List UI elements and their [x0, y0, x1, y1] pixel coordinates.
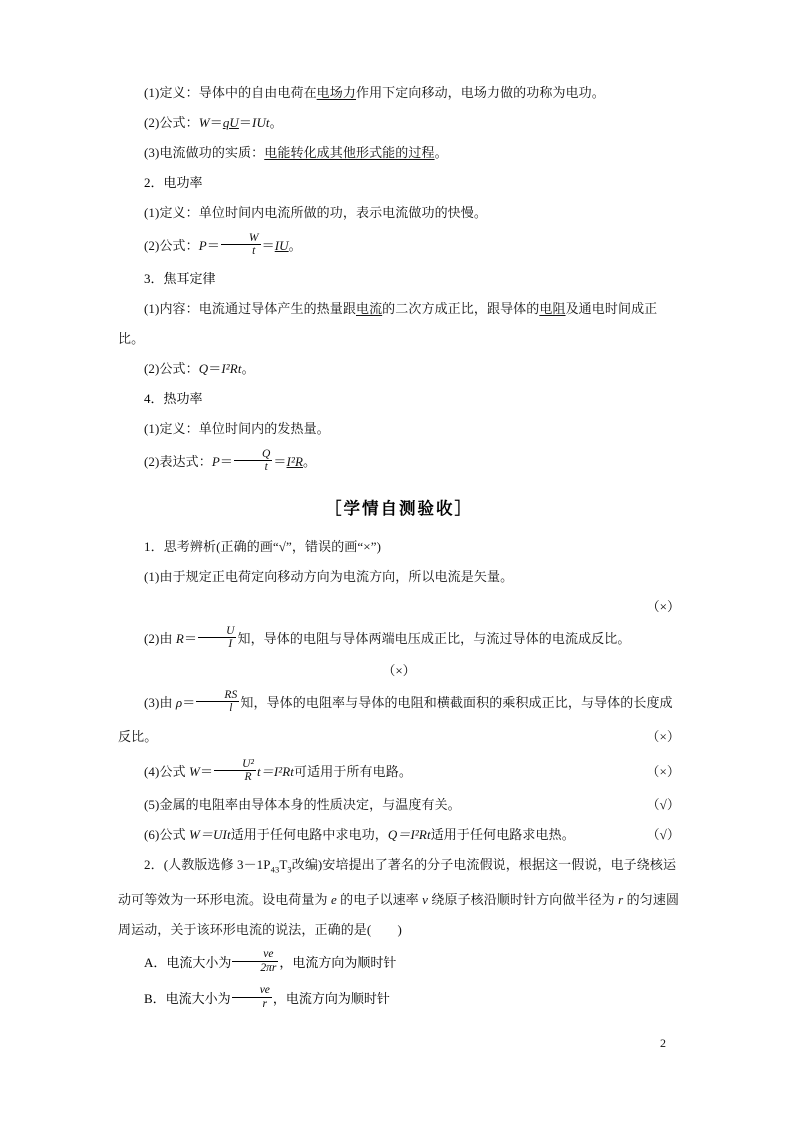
judge-item-5-answer-mark: （√）: [646, 797, 680, 812]
judge-item-6: [118, 820, 680, 850]
judge-item-6-answer-mark: （√）: [646, 827, 680, 842]
electric-work-essence: [118, 138, 680, 168]
judge-item-3-fraction: [196, 689, 239, 714]
question-2-var-r: r: [618, 891, 624, 907]
option-a-pre: 电流大小为: [166, 954, 232, 970]
fraction-numerator: U: [226, 624, 235, 637]
page-number-text: 2: [660, 1036, 666, 1050]
question-2-source-sub-1: 43: [270, 864, 280, 875]
question-2-stem-a: 安培提出了著名的分子电流假说，根据这一假说，电子绕核运动可等效为一环形电流。设电荷量为: [118, 857, 677, 907]
judge-item-2-answer-mark: （×）: [382, 663, 416, 678]
heading-heat-power-text: 4．热功率: [144, 391, 203, 406]
formula-equals-1: ＝: [209, 115, 223, 130]
judge-item-4-answer-mark: （×）: [646, 764, 680, 779]
judge-item-1-answer: [118, 592, 680, 622]
power-formula-equals-2: ＝: [261, 238, 275, 253]
essence-label: (3)电流做功的实质：: [144, 145, 265, 160]
judge-item-3-var-rho: ρ: [175, 695, 183, 710]
judge-item-3-post: 知，导体的电阻率与导体的电阻和横截面积的乘积成正比，与导体的长度成反比。: [118, 695, 673, 744]
judge-item-2-post: 知，导体的电阻与导体两端电压成正比，与流过导体的电流成反比。: [237, 631, 631, 646]
fraction-numerator: ve: [263, 948, 274, 961]
option-b[interactable]: [118, 981, 680, 1017]
power-formula-var-p: P: [198, 238, 207, 253]
joule-formula-label: (2)公式：: [144, 361, 199, 376]
essence-period: 。: [434, 145, 448, 160]
heading-joule-law-text: 3．焦耳定律: [144, 271, 216, 286]
formula-iut: IUt: [252, 115, 270, 130]
judge-item-2: [118, 622, 680, 656]
formula-qu: qU: [222, 115, 239, 130]
joule-formula-var-q: Q: [198, 361, 209, 376]
option-b-label: B．: [144, 990, 166, 1006]
fraction-numerator: RS: [224, 688, 238, 701]
fraction-denominator: t: [234, 460, 272, 473]
joule-content: [118, 294, 680, 354]
judge-item-4-pre: 公式: [159, 764, 190, 779]
option-b-pre: 电流大小为: [165, 990, 231, 1006]
question-2-source-mid: T: [279, 857, 288, 872]
joule-formula-equals: ＝: [208, 361, 222, 376]
formula-period: 。: [269, 115, 283, 130]
power-definition-label: (1)定义：: [144, 205, 199, 220]
judge-item-5-text: 金属的电阻率由导体本身的性质决定，与温度有关。: [159, 797, 461, 812]
question-2-source-end: 改编): [291, 857, 323, 872]
essence-blank: 电能转化成其他形式能的过程: [264, 145, 435, 160]
judge-item-6-pre: 公式: [159, 827, 190, 842]
power-definition: [118, 198, 680, 228]
question-2-var-e: e: [330, 891, 337, 907]
formula-equals-2: ＝: [238, 115, 253, 130]
heat-power-equals-1: ＝: [219, 454, 234, 469]
heat-power-expression: [118, 444, 680, 480]
joule-blank-current: 电流: [355, 301, 383, 316]
judge-item-4-var-w: W: [189, 764, 200, 779]
electric-work-definition: [118, 78, 680, 108]
heat-power-definition-label: (1)定义：: [144, 421, 199, 436]
joule-content-c: 及通电时间成正比。: [118, 301, 658, 346]
judge-item-5-label: (5): [144, 797, 160, 812]
heading-joule-law: [118, 264, 680, 294]
fraction-denominator: l: [196, 701, 239, 714]
joule-content-label: (1)内容：: [144, 301, 199, 316]
heading-electric-power: [118, 168, 680, 198]
power-formula-label: (2)公式：: [144, 238, 199, 253]
definition-label: (1)定义：: [144, 85, 199, 100]
electric-work-formula: [118, 108, 680, 138]
judge-item-2-pre: 由: [159, 631, 176, 646]
judge-item-4-equals: ＝: [199, 764, 214, 779]
page-content: [118, 78, 680, 1017]
judge-item-2-equals: ＝: [183, 631, 198, 646]
judge-item-3-label: (3): [144, 695, 160, 710]
judge-item-6-formula-1: W＝UIt: [189, 827, 231, 842]
joule-content-b: 的二次方成正比，跟导体的: [382, 301, 540, 316]
judge-item-1-text: 由于规定正电荷定向移动方向为电流方向，所以电流是矢量。: [159, 569, 514, 584]
judge-item-6-label: (6): [144, 827, 160, 842]
option-a-post: ，电流方向为顺时针: [279, 954, 397, 970]
power-formula-fraction: [221, 232, 261, 257]
judge-item-4-label: (4): [144, 764, 160, 779]
question-1-heading-text: 1．思考辨析(正确的画“√”，错误的画“×”): [144, 539, 382, 554]
joule-formula-period: 。: [241, 361, 255, 376]
judge-item-4: [118, 754, 680, 790]
fraction-numerator: W: [248, 231, 259, 244]
question-2-source: (人教版选修 3－1P: [163, 857, 271, 872]
judge-item-6-mid: 适用于任何电路中求电功，: [230, 827, 388, 842]
power-formula-iu: IU: [274, 238, 289, 253]
judge-item-2-answer: [118, 656, 680, 686]
fraction-denominator: r: [232, 997, 272, 1010]
judge-item-3-pre: 由: [159, 695, 176, 710]
judge-item-1: [118, 562, 680, 592]
judge-item-3-answer-mark: （×）: [646, 729, 680, 744]
judge-item-5: [118, 790, 680, 820]
judge-item-4-fraction: [214, 758, 256, 783]
judge-item-1-answer-mark: （×）: [646, 599, 680, 614]
heat-power-period: 。: [303, 454, 317, 469]
section-banner: [118, 492, 680, 526]
heat-power-definition-text: 单位时间内的发热量。: [198, 421, 330, 436]
heading-electric-power-text: 2．电功率: [144, 175, 203, 190]
fraction-denominator: R: [214, 770, 256, 783]
question-2-stem-d: 的匀速圆周运动，关于该环形电流的说法，正确的是( ): [118, 891, 680, 937]
heat-power-var-p: P: [211, 454, 220, 469]
power-formula-equals-1: ＝: [206, 238, 220, 253]
question-2-var-v: v: [422, 891, 429, 907]
question-2-stem-c: 绕原子核沿顺时针方向做半径为: [428, 891, 619, 907]
fraction-numerator: Q: [262, 447, 271, 460]
judge-item-6-formula-2: Q＝I²Rt: [387, 827, 431, 842]
option-a-fraction: [232, 948, 278, 973]
definition-text-b: 作用下定向移动，电场力做的功称为电功。: [355, 85, 605, 100]
joule-formula: [118, 354, 680, 384]
judge-item-2-var-r: R: [175, 631, 184, 646]
option-a-label: A．: [144, 954, 167, 970]
judge-item-3: [118, 686, 680, 754]
formula-var-w: W: [198, 115, 210, 130]
heat-power-definition: [118, 414, 680, 444]
question-2-stem-b: 的电子以速率: [336, 891, 423, 907]
section-banner-text: ［学情自测验收］: [325, 499, 473, 518]
definition-blank: 电场力: [316, 85, 356, 100]
question-2: [118, 850, 680, 945]
definition-text-a: 导体中的自由电荷在: [198, 85, 317, 100]
power-formula-period: 。: [288, 238, 302, 253]
page-number: [660, 1036, 666, 1051]
judge-item-4-mid: t＝I²Rt: [257, 764, 295, 779]
judge-item-1-label: (1): [144, 569, 160, 584]
formula-label: (2)公式：: [144, 115, 199, 130]
option-b-post: ，电流方向为顺时针: [272, 990, 390, 1006]
question-1-heading: [118, 532, 680, 562]
judge-item-2-label: (2): [144, 631, 160, 646]
question-2-number: 2．: [144, 857, 164, 872]
fraction-denominator: I: [198, 637, 236, 650]
heat-power-i2r: I²R: [286, 454, 303, 469]
heading-heat-power: [118, 384, 680, 414]
fraction-denominator: 2πr: [232, 961, 278, 974]
heat-power-fraction: [234, 448, 272, 473]
power-formula: [118, 228, 680, 264]
question-2-source-sub-2: 3: [287, 864, 292, 875]
judge-item-2-fraction: [198, 625, 236, 650]
power-definition-text: 单位时间内电流所做的功，表示电流做功的快慢。: [198, 205, 487, 220]
heat-power-equals-2: ＝: [273, 454, 287, 469]
fraction-numerator: U²: [242, 757, 255, 770]
fraction-numerator: ve: [259, 984, 270, 997]
option-b-fraction: [232, 984, 272, 1009]
judge-item-6-post: 适用于任何电路求电热。: [430, 827, 575, 842]
fraction-denominator: t: [221, 244, 261, 257]
judge-item-3-equals: ＝: [182, 695, 196, 710]
joule-content-a: 电流通过导体产生的热量跟: [198, 301, 356, 316]
judge-item-4-post: 可适用于所有电路。: [294, 764, 412, 779]
heat-power-expression-label: (2)表达式：: [144, 454, 212, 469]
joule-blank-resistance: 电阻: [539, 301, 566, 316]
option-a[interactable]: [118, 945, 680, 981]
joule-formula-i2rt: I²Rt: [221, 361, 242, 376]
